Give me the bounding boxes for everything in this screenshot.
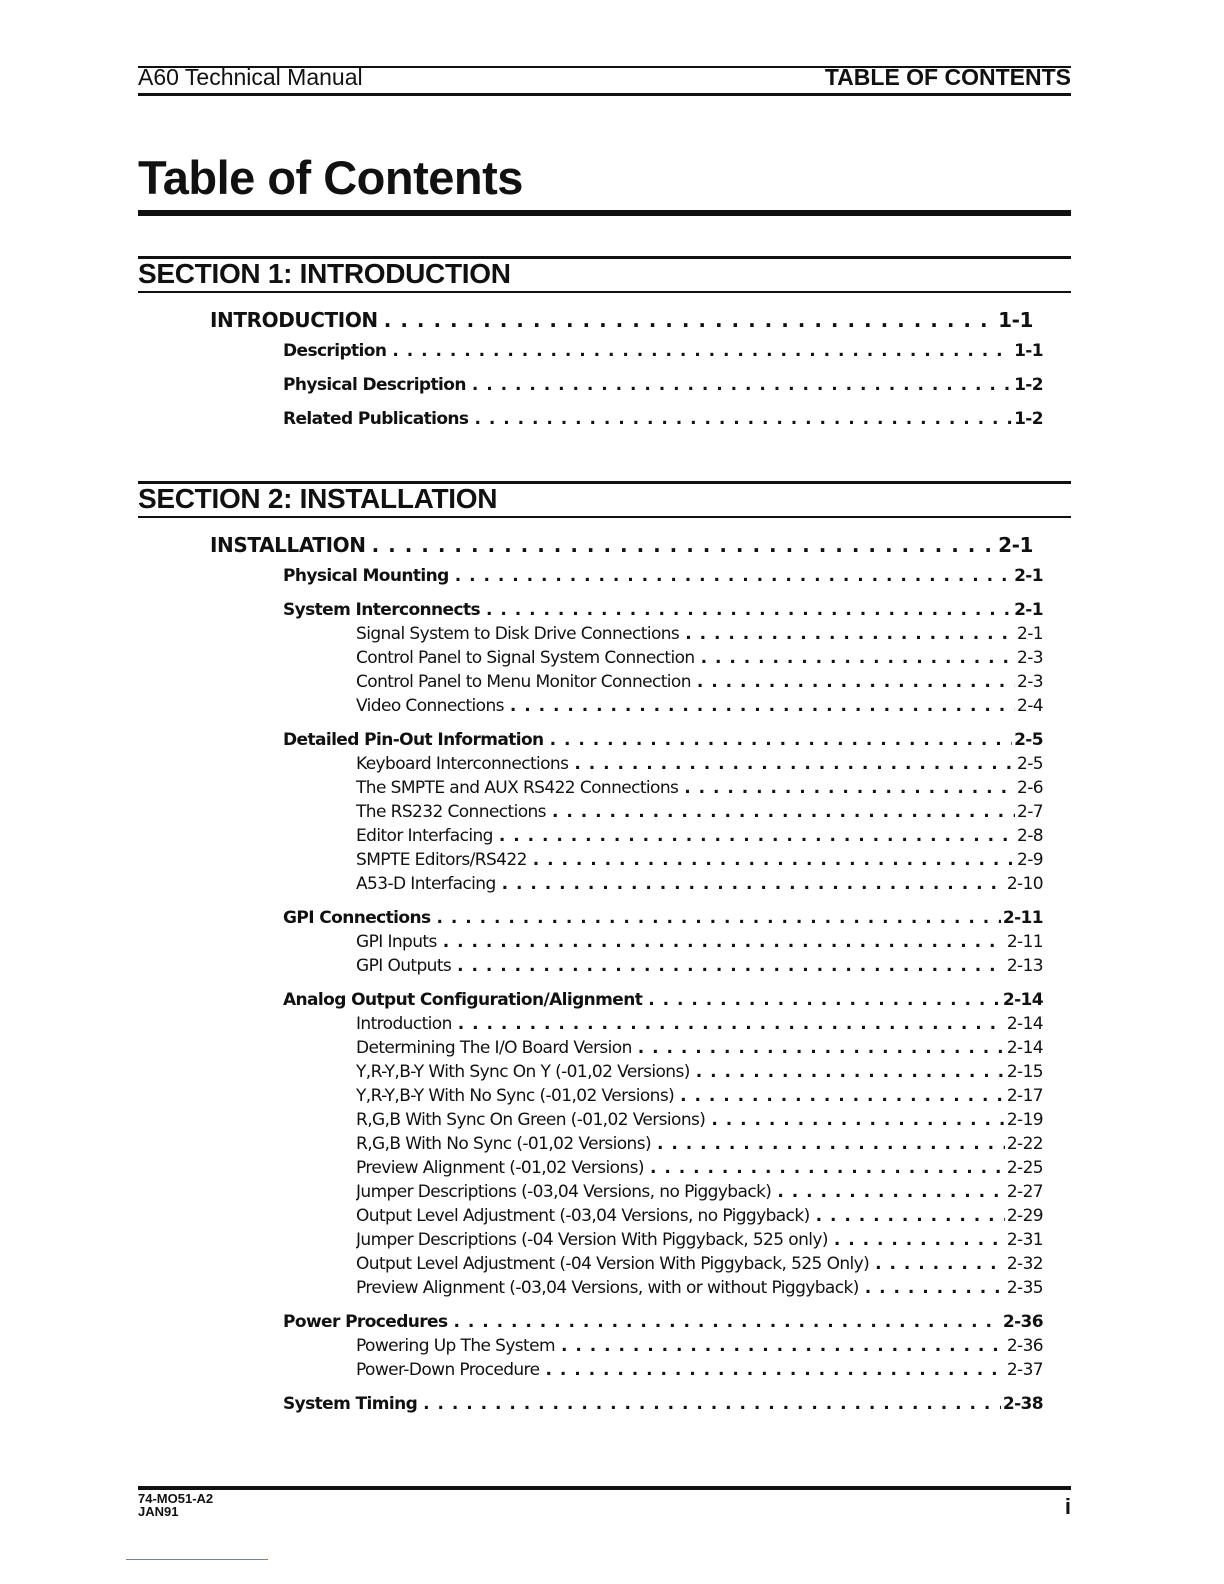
toc-entry-label: GPI Connections (283, 906, 436, 930)
dot-leader (834, 1228, 1005, 1252)
dot-leader (454, 1310, 1001, 1334)
toc-entry-level-3[interactable] (356, 1204, 1043, 1228)
dot-leader (657, 1132, 1005, 1156)
toc-entry-page: 2-37 (1006, 1360, 1043, 1380)
toc-entry-level-3[interactable] (356, 848, 1043, 872)
dot-leader (474, 407, 1012, 431)
toc-entry-page: 2-1 (1017, 624, 1043, 644)
toc-entry-level-3[interactable] (356, 1252, 1043, 1276)
toc-entry-label: Video Connections (356, 694, 510, 718)
toc-entry-label: Powering Up The System (356, 1334, 561, 1358)
toc-entry-level-2[interactable] (283, 598, 1043, 622)
toc-entry-label: A53-D Interfacing (356, 872, 502, 896)
toc-entry-level-3[interactable] (356, 694, 1043, 718)
toc-entry-level-3[interactable] (356, 1276, 1043, 1300)
toc-entry-level-2[interactable] (283, 339, 1043, 363)
dot-leader (499, 824, 1015, 848)
toc-entry-page: 2-3 (1017, 648, 1043, 668)
footer-date: JAN91 (138, 1504, 179, 1519)
toc-entry-label: R,G,B With No Sync (-01,02 Versions) (356, 1132, 657, 1156)
toc-entry-level-3[interactable] (356, 776, 1043, 800)
toc-entry-page: 2-19 (1006, 1110, 1043, 1130)
dot-leader (711, 1108, 1004, 1132)
toc-entry-page: 2-38 (1002, 1394, 1043, 1414)
toc-entry-label: Physical Mounting (283, 564, 455, 588)
toc-entry-level-3[interactable] (356, 1036, 1043, 1060)
toc-entry-page: 2-25 (1006, 1158, 1043, 1178)
dot-leader (574, 752, 1015, 776)
dot-leader (697, 670, 1015, 694)
scan-artifact-line (126, 1559, 268, 1560)
toc-entry-label: GPI Inputs (356, 930, 443, 954)
toc-entry-label: Jumper Descriptions (-03,04 Versions, no Piggyback) (356, 1180, 777, 1204)
toc-entry-label: Analog Output Configuration/Alignment (283, 988, 648, 1012)
footer-rule (138, 1486, 1071, 1490)
toc-entry-level-2[interactable] (283, 1310, 1043, 1334)
toc-entry-page: 2-32 (1006, 1254, 1043, 1274)
dot-leader (875, 1252, 1005, 1276)
dot-leader (545, 1358, 1004, 1382)
dot-leader (684, 776, 1015, 800)
toc-entry-level-3[interactable] (356, 1180, 1043, 1204)
toc-entry-page: 2-7 (1017, 802, 1043, 822)
toc-entry-label: Power Procedures (283, 1310, 454, 1334)
toc-entry-page: 2-5 (1017, 754, 1043, 774)
toc-entry-level-2[interactable] (283, 728, 1043, 752)
toc-entry-page: 2-22 (1006, 1134, 1043, 1154)
toc-entry-level-3[interactable] (356, 752, 1043, 776)
toc-entry-label: Related Publications (283, 407, 474, 431)
toc-entry-page: 1-2 (1014, 409, 1043, 429)
toc-entry-page: 1-1 (998, 308, 1033, 332)
dot-leader (384, 304, 996, 336)
dot-leader (436, 906, 1000, 930)
toc-entry-page: 2-3 (1017, 672, 1043, 692)
toc-entry-page: 2-15 (1006, 1062, 1043, 1082)
toc-entry-level-2[interactable] (283, 564, 1043, 588)
toc-entry-label: The RS232 Connections (356, 800, 552, 824)
toc-entry-label: INTRODUCTION (210, 304, 384, 336)
dot-leader (680, 1084, 1005, 1108)
toc-entry-label: Detailed Pin-Out Information (283, 728, 550, 752)
toc-entry-page: 2-36 (1006, 1336, 1043, 1356)
page-title: Table of Contents (138, 151, 523, 204)
dot-leader (552, 800, 1015, 824)
header-section-title: TABLE OF CONTENTS (824, 64, 1071, 90)
toc-entry-level-3[interactable] (356, 954, 1043, 978)
toc-entry-level-3[interactable] (356, 1132, 1043, 1156)
toc-entry-level-3[interactable] (356, 1108, 1043, 1132)
toc-entry-level-2[interactable] (283, 407, 1043, 431)
dot-leader (865, 1276, 1005, 1300)
toc-entry-label: Power-Down Procedure (356, 1358, 545, 1382)
toc-entry-label: INSTALLATION (210, 529, 372, 561)
toc-entry-page: 2-29 (1006, 1206, 1043, 1226)
toc-entry-label: Physical Description (283, 373, 472, 397)
dot-leader (533, 848, 1015, 872)
toc-entry-label: Preview Alignment (-03,04 Versions, with or without Piggyback) (356, 1276, 865, 1300)
section-2-toc (0, 529, 1224, 1416)
dot-leader (372, 529, 996, 561)
toc-entry-label: SMPTE Editors/RS422 (356, 848, 533, 872)
toc-entry-page: 2-36 (1002, 1312, 1043, 1332)
toc-entry-page: 2-31 (1006, 1230, 1043, 1250)
toc-entry-label: Editor Interfacing (356, 824, 499, 848)
toc-entry-page: 2-10 (1006, 874, 1043, 894)
toc-entry-label: Jumper Descriptions (-04 Version With Piggyback, 525 only) (356, 1228, 834, 1252)
toc-entry-label: Output Level Adjustment (-03,04 Versions, no Piggyback) (356, 1204, 816, 1228)
toc-entry-level-3[interactable] (356, 1228, 1043, 1252)
dot-leader (638, 1036, 1005, 1060)
toc-entry-label: Output Level Adjustment (-04 Version With Piggyback, 525 Only) (356, 1252, 875, 1276)
toc-entry-label: Signal System to Disk Drive Connections (356, 622, 685, 646)
dot-leader (648, 988, 1001, 1012)
toc-entry-page: 1-1 (1014, 341, 1043, 361)
toc-entry-label: Introduction (356, 1012, 458, 1036)
toc-entry-label: Control Panel to Signal System Connection (356, 646, 701, 670)
dot-leader (472, 373, 1012, 397)
toc-entry-level-3[interactable] (356, 670, 1043, 694)
dot-leader (777, 1180, 1004, 1204)
toc-entry-level-3[interactable] (356, 646, 1043, 670)
toc-entry-label: R,G,B With Sync On Green (-01,02 Versions) (356, 1108, 711, 1132)
dot-leader (816, 1204, 1005, 1228)
dot-leader (685, 622, 1015, 646)
toc-entry-label: Y,R-Y,B-Y With Sync On Y (-01,02 Versions) (356, 1060, 696, 1084)
toc-entry-page: 2-5 (1014, 730, 1043, 750)
section-2-title: SECTION 2: INSTALLATION (138, 483, 498, 514)
toc-entry-level-3[interactable] (356, 1060, 1043, 1084)
toc-entry-page: 2-6 (1017, 778, 1043, 798)
toc-entry-page: 2-13 (1006, 956, 1043, 976)
toc-entry-label: GPI Outputs (356, 954, 457, 978)
toc-entry-page: 2-14 (1006, 1038, 1043, 1058)
toc-entry-page: 2-17 (1006, 1086, 1043, 1106)
toc-entry-level-3[interactable] (356, 930, 1043, 954)
section-1-bottom-rule (138, 291, 1071, 293)
toc-entry-level-3[interactable] (356, 1012, 1043, 1036)
toc-entry-label: Y,R-Y,B-Y With No Sync (-01,02 Versions) (356, 1084, 680, 1108)
footer-doc-info (138, 1492, 213, 1518)
toc-entry-level-2[interactable] (283, 373, 1043, 397)
toc-entry-level-3[interactable] (356, 1358, 1043, 1382)
title-rule (138, 210, 1071, 216)
toc-entry-page: 2-1 (1014, 566, 1043, 586)
toc-entry-label: Control Panel to Menu Monitor Connection (356, 670, 697, 694)
dot-leader (696, 1060, 1005, 1084)
toc-entry-label: Preview Alignment (-01,02 Versions) (356, 1156, 650, 1180)
dot-leader (502, 872, 1005, 896)
section-1-title: SECTION 1: INTRODUCTION (138, 258, 511, 289)
header-bottom-rule (138, 93, 1071, 96)
dot-leader (486, 598, 1012, 622)
toc-entry-level-3[interactable] (356, 872, 1043, 896)
dot-leader (550, 728, 1013, 752)
section-2-bottom-rule (138, 516, 1071, 518)
toc-entry-page: 2-1 (1014, 600, 1043, 620)
dot-leader (561, 1334, 1005, 1358)
dot-leader (701, 646, 1015, 670)
toc-entry-level-3[interactable] (356, 800, 1043, 824)
toc-entry-level-1[interactable] (210, 529, 1033, 561)
toc-entry-page: 2-14 (1002, 990, 1043, 1010)
toc-entry-page: 2-4 (1017, 696, 1043, 716)
toc-entry-level-3[interactable] (356, 1084, 1043, 1108)
toc-entry-page: 2-35 (1006, 1278, 1043, 1298)
toc-entry-label: System Interconnects (283, 598, 486, 622)
toc-entry-level-2[interactable] (283, 988, 1043, 1012)
toc-entry-level-3[interactable] (356, 1334, 1043, 1358)
dot-leader (510, 694, 1015, 718)
toc-entry-page: 2-9 (1017, 850, 1043, 870)
toc-entry-level-3[interactable] (356, 622, 1043, 646)
toc-entry-page: 2-27 (1006, 1182, 1043, 1202)
header-manual-title: A60 Technical Manual (138, 64, 363, 90)
dot-leader (423, 1392, 1001, 1416)
dot-leader (443, 930, 1005, 954)
dot-leader (457, 954, 1005, 978)
toc-entry-page: 2-11 (1006, 932, 1043, 952)
footer-doc-number: 74-MO51-A2 (138, 1491, 214, 1506)
toc-entry-label: The SMPTE and AUX RS422 Connections (356, 776, 684, 800)
toc-entry-level-1[interactable] (210, 304, 1033, 336)
toc-entry-page: 2-14 (1006, 1014, 1043, 1034)
toc-entry-level-3[interactable] (356, 824, 1043, 848)
toc-entry-level-2[interactable] (283, 906, 1043, 930)
toc-entry-label: System Timing (283, 1392, 423, 1416)
toc-entry-level-3[interactable] (356, 1156, 1043, 1180)
footer-page-number: i (1064, 1494, 1071, 1519)
toc-entry-label: Determining The I/O Board Version (356, 1036, 638, 1060)
section-1-toc (0, 304, 1224, 431)
toc-entry-level-2[interactable] (283, 1392, 1043, 1416)
toc-entry-label: Description (283, 339, 392, 363)
toc-entry-page: 2-8 (1017, 826, 1043, 846)
dot-leader (392, 339, 1012, 363)
toc-entry-label: Keyboard Interconnections (356, 752, 574, 776)
dot-leader (650, 1156, 1005, 1180)
dot-leader (455, 564, 1012, 588)
dot-leader (458, 1012, 1005, 1036)
toc-entry-page: 1-2 (1014, 375, 1043, 395)
toc-entry-page: 2-11 (1002, 908, 1043, 928)
toc-entry-page: 2-1 (998, 533, 1033, 557)
